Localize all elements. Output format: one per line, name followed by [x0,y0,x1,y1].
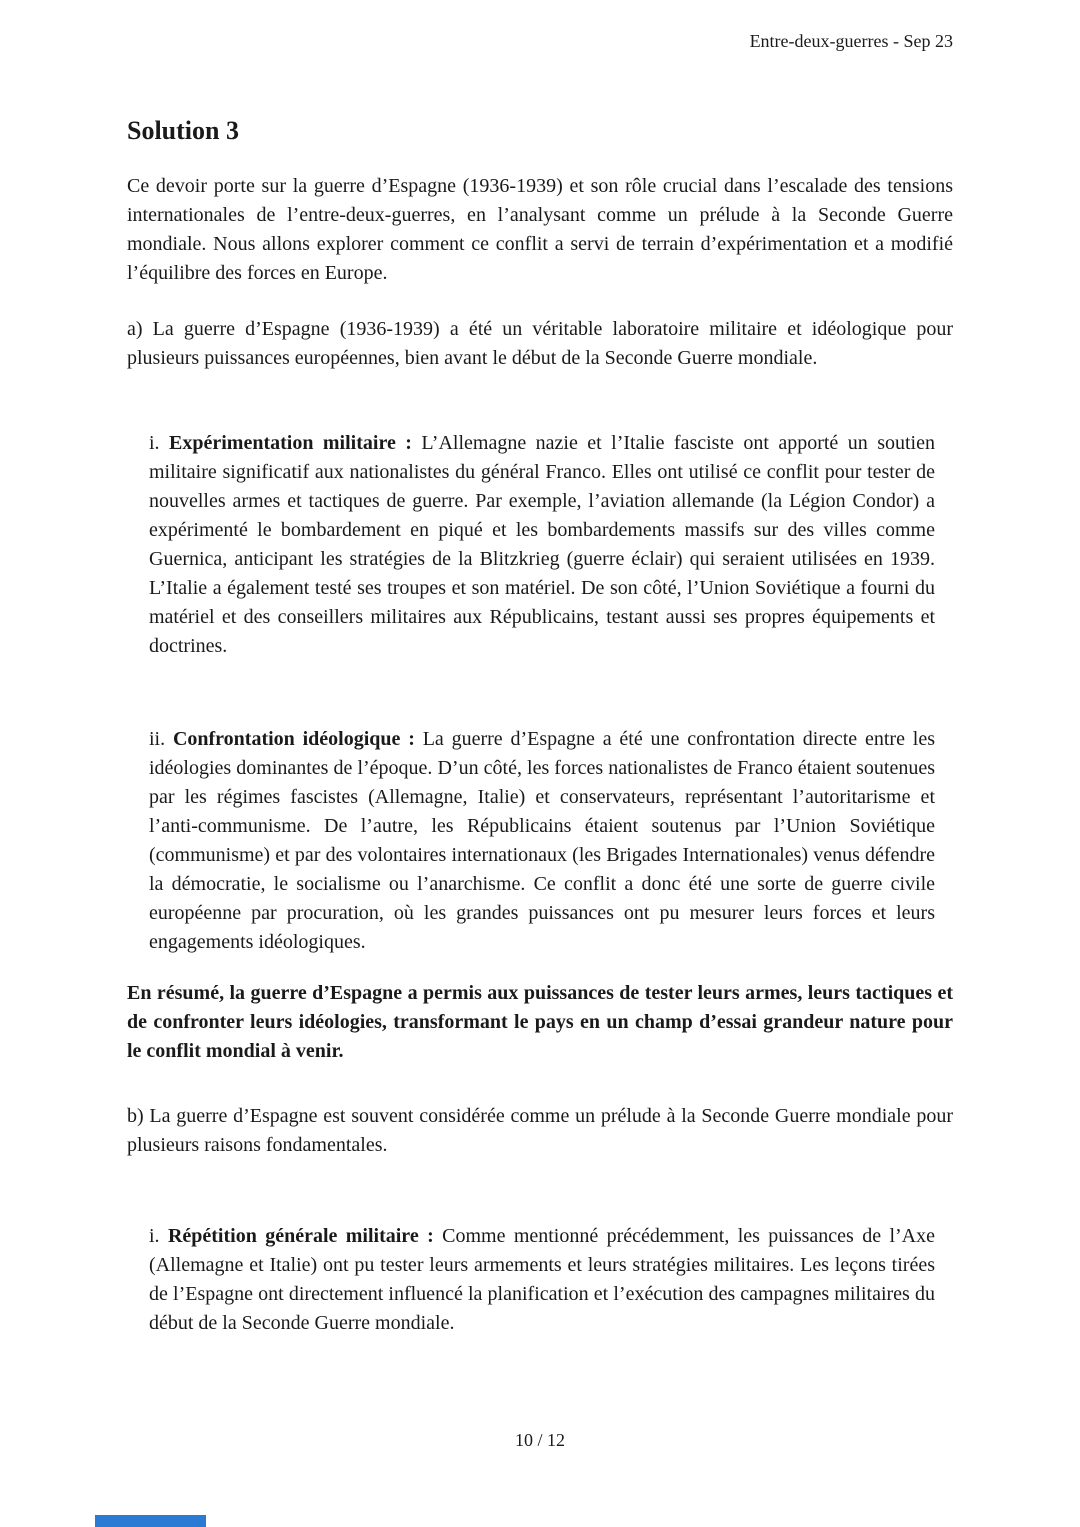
section-a-summary: En résumé, la guerre d’Espagne a permis aux puissances de tester leurs armes, leurs tactiques et de confronter leurs idéologies, transformant le pays en un champ d’essai grandeur nature pour le conflit mondial à venir. [127,982,953,1062]
item-marker: i. [149,1225,160,1247]
section-a-lead: a) La guerre d’Espagne (1936-1939) a été un véritable laboratoire militaire et idéologique pour plusieurs puissances européennes, bien avant le début de la Seconde Guerre mondiale. [127,318,953,369]
item-marker: i. [149,432,160,454]
section-b-lead: b) La guerre d’Espagne est souvent considérée comme un prélude à la Seconde Guerre mondiale pour plusieurs raisons fondamentales. [127,1105,953,1156]
page-number: 10 / 12 [514,1430,565,1450]
list-item-b-i [149,1222,935,1338]
item-marker: ii. [149,728,166,750]
item-text: L’Allemagne nazie et l’Italie fasciste ont apporté un soutien militaire significatif aux nationalistes du général Franco. Elles ont utilisé ce conflit pour tester de nouvelles armes et tactiques de guerre. Par exemple, l’aviation allemande (la Légion Condor) a expérimenté le bombardement en piqué et les bombardements massifs sur des villes comme Guernica, anticipant les stratégies de la Blitzkrieg (guerre éclair) qui seraient utilisées en 1939. L’Italie a également testé ses troupes et son matériel. De son côté, l’Union Soviétique a fourni du matériel et des conseillers militaires aux Républicains, testant aussi ses propres équipements et doctrines. [149,432,935,657]
list-item-a-i [149,429,935,661]
list-item-a-ii [149,725,935,957]
item-text: Comme mentionné précédemment, les puissances de l’Axe (Allemagne et Italie) ont pu tester leurs armements et leurs stratégies militaires. Les leçons tirées de l’Espagne ont directement influencé la planification et l’exécution des campagnes militaires du début de la Seconde Guerre mondiale. [149,1225,935,1334]
item-label: Confrontation idéologique : [172,728,415,750]
item-label: Répétition générale militaire : [167,1225,434,1247]
intro-paragraph: Ce devoir porte sur la guerre d’Espagne (1936-1939) et son rôle crucial dans l’escalade des tensions internationales de l’entre-deux-guerres, en l’analysant comme un prélude à la Seconde Guerre mondiale. Nous allons explorer comment ce conflit a servi de terrain d’expérimentation et a modifié l’équilibre des forces en Europe. [127,175,953,284]
footer-accent-bar [95,1515,206,1527]
running-header: Entre-deux-guerres - Sep 23 [749,31,953,51]
item-text: La guerre d’Espagne a été une confrontation directe entre les idéologies dominantes de l’époque. D’un côté, les forces nationalistes de Franco étaient soutenues par les régimes fascistes (Allemagne, Italie) et conservateurs, représentant l’autoritarisme et l’anti-communisme. De l’autre, les Républicains étaient soutenus par l’Union Soviétique (communisme) et par des volontaires internationaux (les Brigades Internationales) venus défendre la démocratie, le socialisme ou l’anarchisme. Ce conflit a donc été une sorte de guerre civile européenne par procuration, où les grandes puissances ont pu mesurer leurs forces et leurs engagements idéologiques. [149,728,935,953]
page-title: Solution 3 [127,116,239,145]
item-label: Expérimentation militaire : [169,432,412,454]
